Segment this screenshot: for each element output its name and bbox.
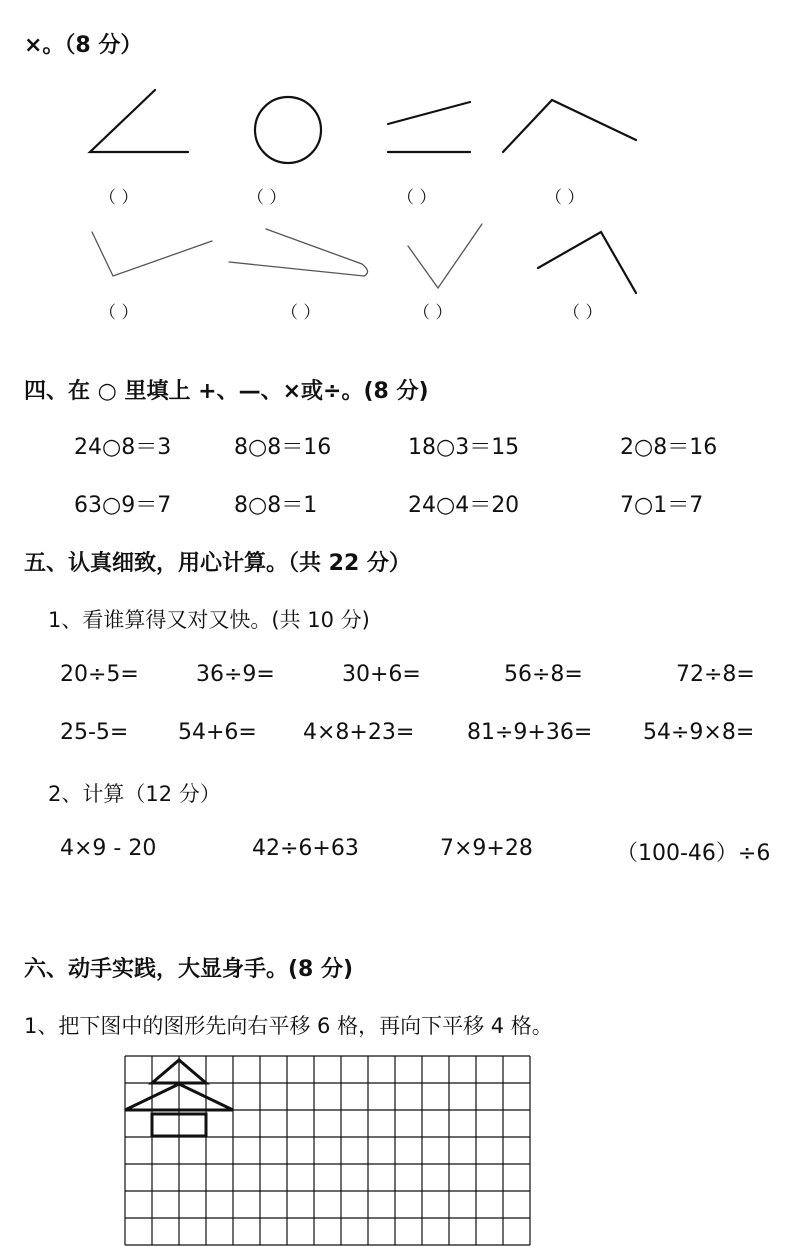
answer-paren-8: （ ）	[563, 303, 603, 323]
section5-title: 五、认真细致，用心计算。（共 22 分）	[24, 551, 411, 576]
section5-part2-title: 2、计算（12 分）	[48, 782, 221, 806]
shape-obtuse-angle	[503, 100, 636, 152]
s4-r2-c3: 24○4＝20	[408, 493, 520, 518]
s5-p1-r2-c4: 81÷9+36=	[467, 720, 593, 745]
s5-p2-c2: 42÷6+63	[252, 836, 359, 861]
answer-paren-6: （ ）	[281, 303, 321, 323]
shape-line-upper	[388, 102, 470, 124]
answer-paren-2: （ ）	[247, 188, 287, 208]
answer-paren-4: （ ）	[545, 188, 585, 208]
s5-p1-r1-c4: 56÷8=	[504, 662, 583, 687]
s4-r1-c2: 8○8＝16	[234, 435, 332, 460]
shape-wide-angle-2	[92, 232, 212, 276]
shape-circle	[255, 97, 321, 163]
s5-p1-r1-c5: 72÷8=	[676, 662, 755, 687]
s4-r2-c2: 8○8＝1	[234, 493, 318, 518]
s4-r2-c1: 63○9＝7	[74, 493, 172, 518]
answer-paren-1: （ ）	[99, 188, 139, 208]
section4-title: 四、在 ○ 里填上 +、—、×或÷。(8 分)	[24, 379, 429, 404]
s5-p1-r1-c2: 36÷9=	[196, 662, 275, 687]
shape-v-angle	[408, 224, 482, 288]
s4-r1-c1: 24○8＝3	[74, 435, 172, 460]
answer-paren-3: （ ）	[397, 188, 437, 208]
section6-q1: 1、把下图中的图形先向右平移 6 格，再向下平移 4 格。	[24, 1014, 553, 1038]
shape-right-angle	[538, 232, 636, 293]
answer-paren-7: （ ）	[413, 303, 453, 323]
section6-title: 六、动手实践，大显身手。(8 分)	[24, 957, 354, 982]
s5-p1-r2-c1: 25-5=	[60, 720, 129, 745]
s5-p1-r2-c3: 4×8+23=	[303, 720, 415, 745]
s5-p1-r1-c1: 20÷5=	[60, 662, 139, 687]
shape-sharp-angle	[229, 229, 368, 276]
answer-paren-5: （ ）	[99, 303, 139, 323]
s4-r2-c4: 7○1＝7	[620, 493, 704, 518]
section5-part1-title: 1、看谁算得又对又快。(共 10 分)	[48, 608, 370, 632]
s5-p1-r2-c5: 54÷9×8=	[643, 720, 755, 745]
s5-p1-r2-c2: 54+6=	[178, 720, 257, 745]
s5-p2-c1: 4×9 - 20	[60, 836, 157, 861]
s5-p2-c3: 7×9+28	[440, 836, 533, 861]
shape-acute-angle	[90, 90, 188, 152]
header-fragment: ×。（8 分）	[24, 33, 143, 58]
s4-r1-c3: 18○3＝15	[408, 435, 520, 460]
s5-p2-c4: （100-46）÷6	[616, 841, 771, 866]
s5-p1-r1-c3: 30+6=	[342, 662, 421, 687]
s4-r1-c4: 2○8＝16	[620, 435, 718, 460]
